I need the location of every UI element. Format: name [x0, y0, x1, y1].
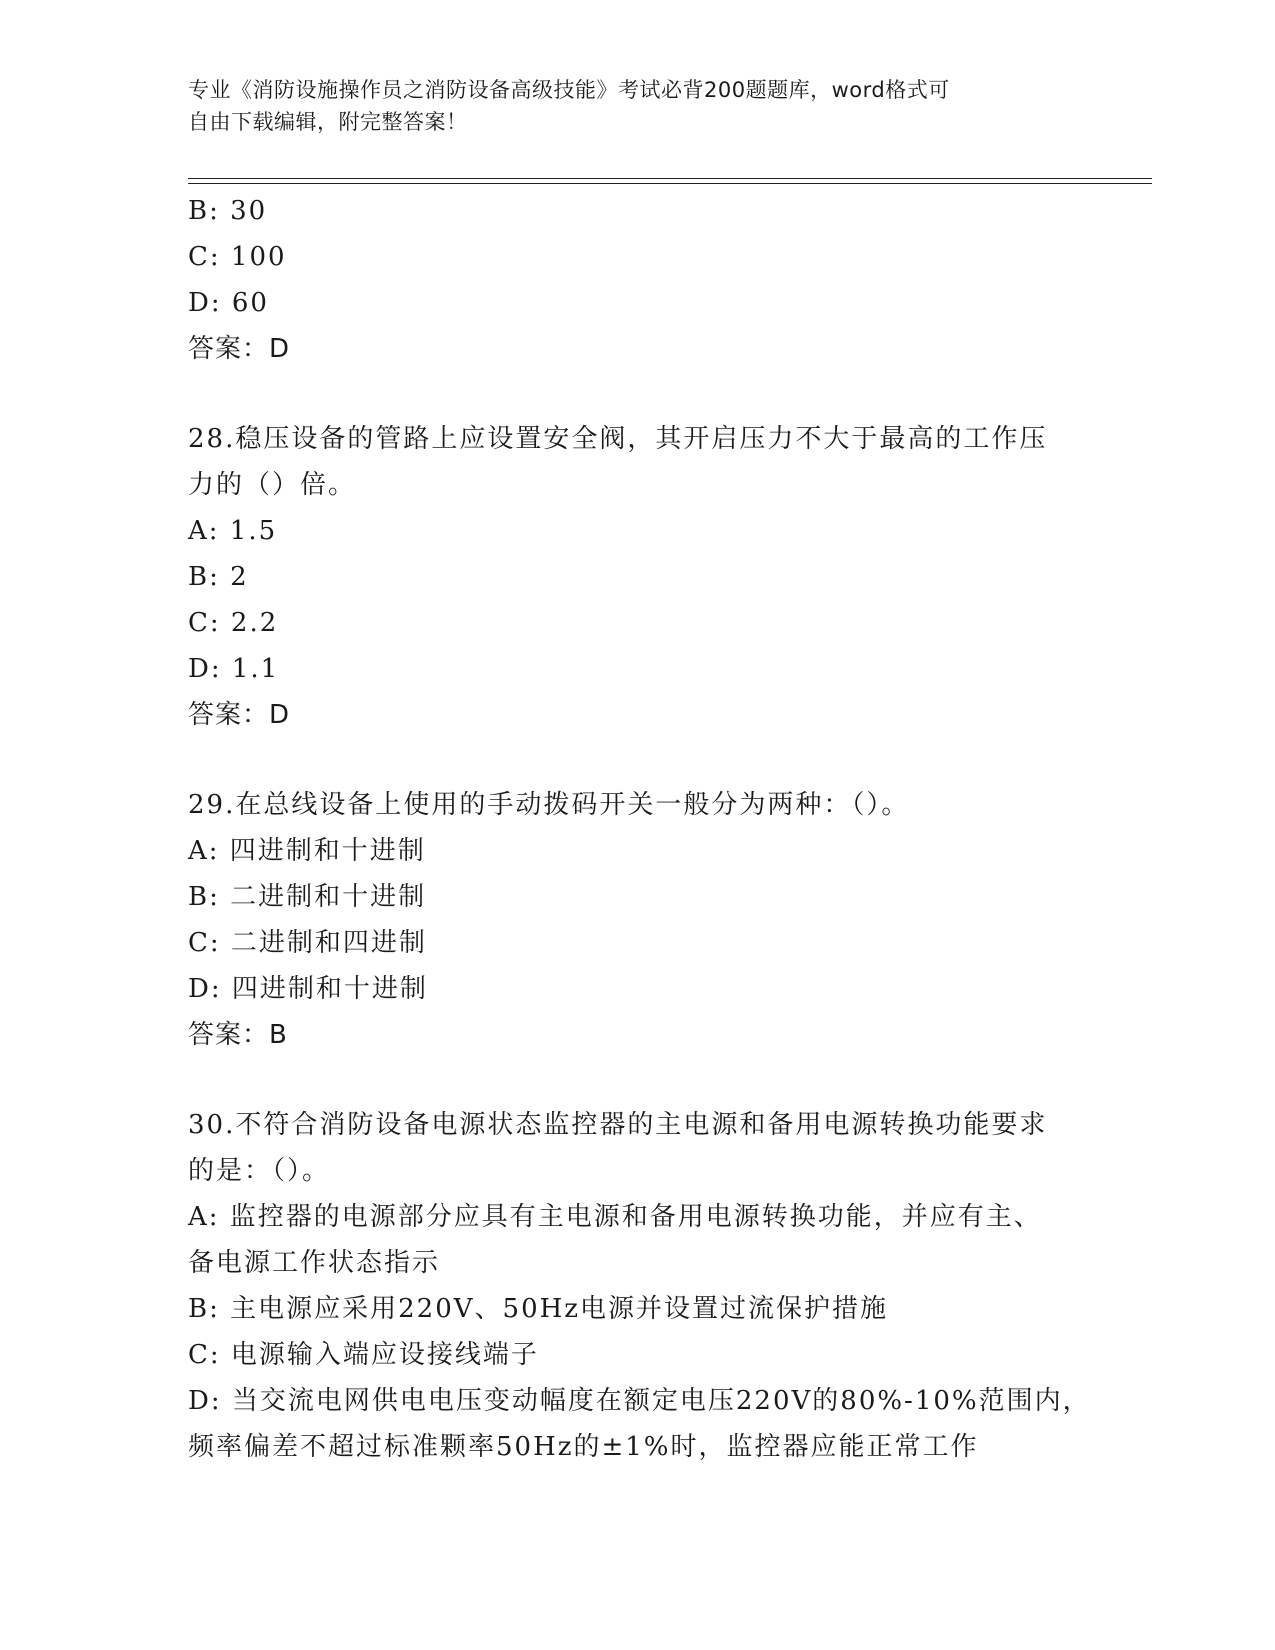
option-a: A: 1.5 [188, 516, 278, 546]
document-header [188, 74, 1088, 138]
answer: 答案：B [188, 1020, 288, 1050]
option-d: D: 1.1 [188, 654, 280, 684]
option-b: B: 主电源应采用220V、50Hz电源并设置过流保护措施 [188, 1294, 888, 1324]
question-stem: 30.不符合消防设备电源状态监控器的主电源和备用电源转换功能要求 [188, 1110, 1048, 1140]
question-stem: 29.在总线设备上使用的手动拨码开关一般分为两种：（）。 [188, 790, 910, 820]
question-list [188, 188, 1091, 1470]
option-d: D: 四进制和十进制 [188, 974, 428, 1004]
option-c: C: 电源输入端应设接线端子 [188, 1340, 539, 1370]
option-a-continued: 备电源工作状态指示 [188, 1248, 441, 1278]
previous-question [188, 188, 1088, 372]
option-d: D: 当交流电网供电电压变动幅度在额定电压220V的80%-10%范围内， [188, 1386, 1091, 1416]
answer: 答案：D [188, 334, 291, 364]
option-a: A: 监控器的电源部分应具有主电源和备用电源转换功能，并应有主、 [188, 1202, 1042, 1232]
option-d: D: 60 [188, 288, 269, 318]
option-c: C: 2.2 [188, 608, 279, 638]
question-30 [188, 1102, 1091, 1470]
question-29 [188, 782, 1088, 1058]
header-line-2: 自由下载编辑，附完整答案！ [188, 110, 468, 134]
option-d-continued: 频率偏差不超过标准颗率50Hz的±1%时，监控器应能正常工作 [188, 1432, 979, 1462]
header-divider-top [188, 178, 1152, 179]
option-a: A: 四进制和十进制 [188, 836, 426, 866]
question-stem-continued: 力的（）倍。 [188, 470, 357, 500]
question-28 [188, 416, 1088, 738]
option-c: C: 二进制和四进制 [188, 928, 427, 958]
question-stem-continued: 的是：（）。 [188, 1156, 331, 1186]
header-line-1: 专业《消防设施操作员之消防设备高级技能》考试必背200题题库，word格式可 [188, 78, 950, 102]
question-stem: 28.稳压设备的管路上应设置安全阀，其开启压力不大于最高的工作压 [188, 424, 1048, 454]
option-b: B: 30 [188, 196, 268, 226]
option-b: B: 二进制和十进制 [188, 882, 427, 912]
option-c: C: 100 [188, 242, 287, 272]
option-b: B: 2 [188, 562, 249, 592]
answer: 答案：D [188, 700, 291, 730]
header-divider-bottom [188, 183, 1152, 184]
